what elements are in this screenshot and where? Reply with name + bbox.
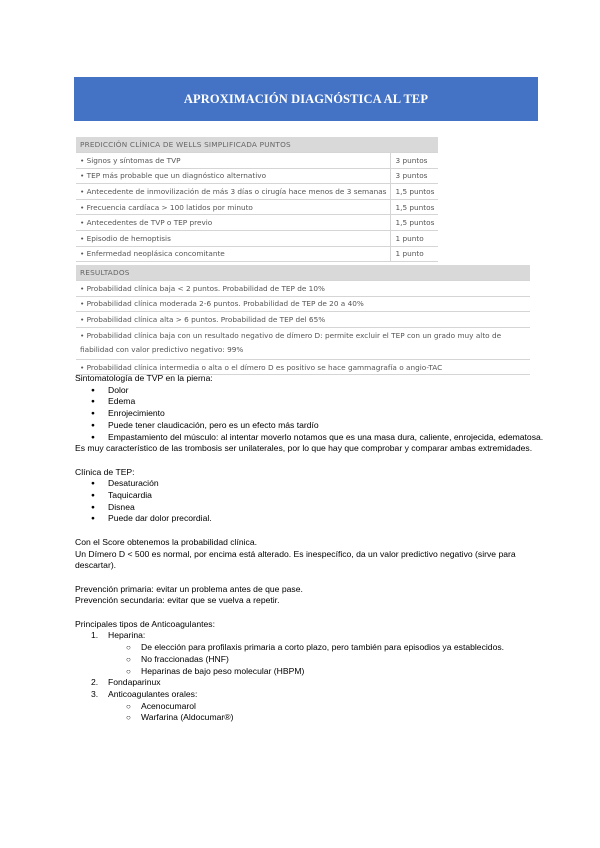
- wells-criterion: • Antecedentes de TVP o TEP previo: [76, 215, 391, 231]
- score-text: Con el Score obtenemos la probabilidad clínica.: [75, 536, 258, 547]
- result-item: • Probabilidad clínica baja con un resultado negativo de dímero D: permite excluir el TEP con un grado muy alto de fiabilidad con valor predictivo negativo: 99%: [76, 327, 530, 359]
- table-row: [76, 230, 438, 246]
- wells-score-table: [76, 137, 438, 262]
- tvp-title: Sintomatología de TVP en la pierna:: [75, 373, 213, 383]
- table-row: [76, 296, 530, 312]
- anticoag-list: [75, 630, 545, 724]
- list-item: [75, 630, 545, 677]
- anticoag-name: Anticoagulantes orales:: [108, 688, 198, 699]
- table-row: [76, 199, 438, 215]
- list-item: ○ Warfarina (Aldocumar®): [75, 712, 545, 724]
- oral-anticoag-sublist: [75, 701, 545, 724]
- anticoag-name: Heparina:: [108, 630, 146, 641]
- heparin-sublist: [75, 642, 545, 677]
- secondary-prevention: Prevención secundaria: evitar que se vuelva a repetir.: [75, 595, 280, 606]
- banner-title: APROXIMACIÓN DIAGNÓSTICA AL TEP: [183, 91, 429, 106]
- list-number: 2.: [91, 677, 99, 688]
- result-item: • Probabilidad clínica moderada 2-6 puntos. Probabilidad de TEP de 20 a 40%: [76, 296, 530, 312]
- primary-prevention: Prevención primaria: evitar un problema antes de que pase.: [75, 583, 303, 594]
- list-item: ○ No fraccionadas (HNF): [75, 654, 545, 666]
- list-number: 3.: [91, 688, 99, 699]
- wells-header-row: [76, 137, 438, 153]
- table-row: [76, 168, 438, 184]
- table-row: [76, 184, 438, 200]
- dimer-text: Un Dímero D < 500 es normal, por encima está alterado. Es inespecífico, da un valor predictivo negativo (sirve para descartar).: [75, 548, 516, 571]
- table-row: [76, 153, 438, 169]
- wells-points: 1,5 puntos: [391, 215, 438, 231]
- wells-criterion: • Frecuencia cardíaca > 100 latidos por minuto: [76, 199, 391, 215]
- anticoag-title: Principales tipos de Anticoagulantes:: [75, 618, 215, 629]
- tvp-symptom-list: [75, 385, 545, 444]
- results-header: RESULTADOS: [76, 265, 530, 281]
- list-item: ○ Heparinas de bajo peso molecular (HBPM): [75, 666, 545, 678]
- results-header-row: [76, 265, 530, 281]
- table-row: [76, 215, 438, 231]
- wells-points: 1,5 puntos: [391, 184, 438, 200]
- wells-header: PREDICCIÓN CLÍNICA DE WELLS SIMPLIFICADA PUNTOS: [76, 137, 438, 153]
- result-item: • Probabilidad clínica baja < 2 puntos. Probabilidad de TEP de 10%: [76, 281, 530, 297]
- wells-points: 1 punto: [391, 246, 438, 262]
- table-row: [76, 312, 530, 328]
- tep-title: Clínica de TEP:: [75, 466, 135, 477]
- list-item: ● Puede dar dolor precordial.: [75, 513, 545, 525]
- list-number: 1.: [91, 630, 99, 641]
- list-item: ○ De elección para profilaxis primaria a corto plazo, pero también para episodios ya establecidos.: [75, 642, 545, 654]
- list-item: [75, 677, 545, 689]
- wells-points: 1,5 puntos: [391, 199, 438, 215]
- result-item: • Probabilidad clínica intermedia o alta o el dímero D es positivo se hace gammagrafía o angio-TAC: [76, 359, 530, 375]
- wells-points: 3 puntos: [391, 153, 438, 169]
- wells-points: 1 punto: [391, 230, 438, 246]
- tvp-note: Es muy característico de las trombosis ser unilaterales, por lo que hay que comprobar y comparar ambas extremidades.: [75, 443, 533, 454]
- wells-criterion: • Signos y síntomas de TVP: [76, 153, 391, 169]
- notes-body: [75, 373, 545, 724]
- list-item: ● Disnea: [75, 502, 545, 514]
- title-banner: [74, 77, 538, 121]
- list-item: ● Taquicardia: [75, 490, 545, 502]
- result-item: • Probabilidad clínica alta > 6 puntos. Probabilidad de TEP del 65%: [76, 312, 530, 328]
- anticoag-name: Fondaparinux: [108, 677, 161, 688]
- wells-criterion: • Antecedente de inmovilización de más 3 días o cirugía hace menos de 3 semanas: [76, 184, 391, 200]
- list-item: ● Dolor: [75, 385, 545, 397]
- list-item: ● Puede tener claudicación, pero es un efecto más tardío: [75, 420, 545, 432]
- wells-points: 3 puntos: [391, 168, 438, 184]
- list-item: [75, 689, 545, 724]
- wells-criterion: • Enfermedad neoplásica concomitante: [76, 246, 391, 262]
- table-row: [76, 281, 530, 297]
- list-item: ● Edema: [75, 396, 545, 408]
- list-item: ● Desaturación: [75, 478, 545, 490]
- list-item: ● Empastamiento del músculo: al intentar moverlo notamos que es una masa dura, caliente, enrojecida, edematosa.: [75, 432, 545, 444]
- table-row: [76, 246, 438, 262]
- tep-symptom-list: [75, 478, 545, 525]
- table-row: [76, 327, 530, 359]
- list-item: ○ Acenocumarol: [75, 701, 545, 713]
- results-table: [76, 265, 530, 375]
- list-item: ● Enrojecimiento: [75, 408, 545, 420]
- wells-criterion: • TEP más probable que un diagnóstico alternativo: [76, 168, 391, 184]
- wells-criterion: • Episodio de hemoptisis: [76, 230, 391, 246]
